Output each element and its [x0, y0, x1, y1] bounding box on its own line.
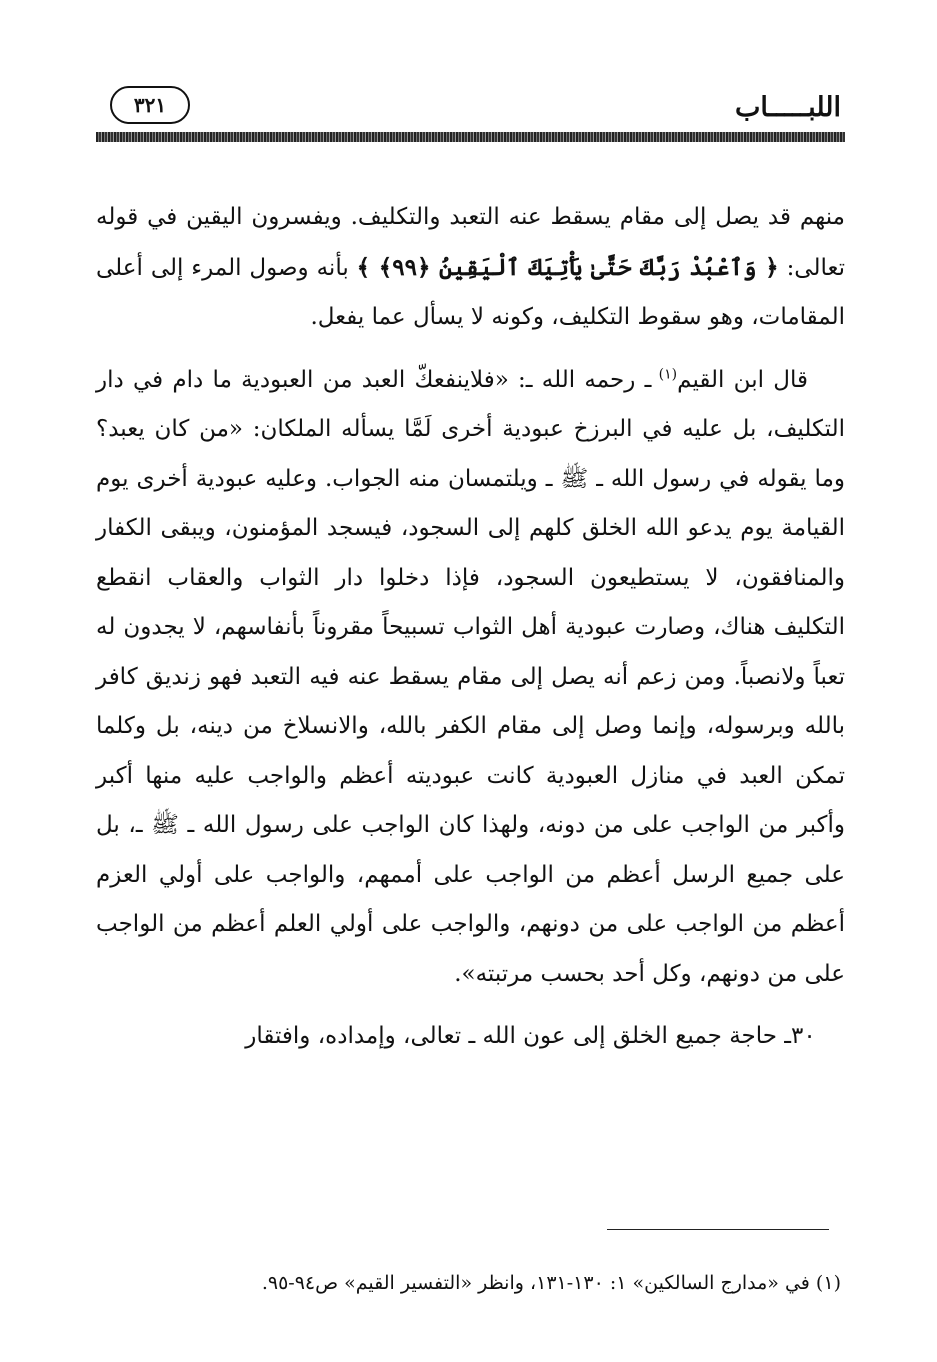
- paragraph-spacer: [96, 343, 845, 356]
- quran-verse: ﴿ وَٱعْبُدْ رَبَّكَ حَتَّىٰ يَأْتِيَكَ ٱلْيَقِينُ ﴿٩٩﴾ ﴾: [356, 253, 779, 281]
- paragraph-1-text-b: بأنه وصول المرء إلى أعلى المقامات، وهو سقوط التكليف، وكونه لا يسأل عما يفعل.: [96, 254, 845, 330]
- paragraph-2-text-a: قال ابن القيم: [677, 366, 808, 393]
- paragraph-spacer: [96, 999, 845, 1012]
- paragraph-2: [96, 356, 845, 1000]
- paragraph-2-text-b: ـ رحمه الله ـ: «فلاينفعكّ العبد من العبودية ما دام في دار التكليف، بل عليه في البرزخ عبودية أخرى لَمَّا يسأله الملكان: «من كان يعبد؟ وما يقوله في رسول الله ـ ﷺ ـ ويلتمسان منه الجواب. وعليه عبودية أخرى يوم القيامة يوم يدعو الله الخلق كلهم إلى السجود، فيسجد المؤمنون، ويبقى الكفار والمنافقون، لا يستطيعون السجود، فإذا دخلوا دار الثواب والعقاب انقطع التكليف هناك، وصارت عبودية أهل الثواب تسبيحاً مقروناً بأنفاسهم، لا يجدون له تعباً ولانصباً. ومن زعم أنه يصل إلى مقام يسقط عنه فيه التعبد فهو زنديق كافر بالله وبرسوله، وإنما وصل إلى مقام الكفر بالله، والانسلاخ من دينه، بل وكلما تمكن العبد في منازل العبودية كانت عبوديته أعظم والواجب عليه منها أكبر وأكبر من الواجب على من دونه، ولهذا كان الواجب على رسول الله ـ ﷺ ـ، بل على جميع الرسل أعظم من الواجب على أممهم، والواجب على أولي العزم أعظم من الواجب على من دونهم، والواجب على أولي العلم أعظم من الواجب على من دونهم، وكل أحد بحسب مرتبته».: [96, 366, 845, 987]
- main-text: [96, 193, 845, 1062]
- header-divider: [96, 132, 845, 142]
- paragraph-3-text: ٣٠ـ حاجة جميع الخلق إلى عون الله ـ تعالى، وإمداده، وافتقار: [245, 1023, 816, 1049]
- page-number-badge: ٣٢١: [110, 86, 190, 124]
- footnote-divider: [607, 1229, 829, 1230]
- paragraph-3: [96, 1012, 845, 1062]
- paragraph-1-text-a: منهم قد يصل إلى مقام يسقط عنه التعبد والتكليف. ويفسرون اليقين في قوله تعالى:: [96, 204, 845, 281]
- footnote: (١) في «مدارج السالكين» ١: ١٣٠-١٣١، وانظر «التفسير القيم» ص٩٤-٩٥.: [261, 1272, 841, 1294]
- book-title: اللبـــــاب: [734, 92, 841, 123]
- page-header: [96, 78, 845, 128]
- paragraph-1: [96, 193, 845, 343]
- footnote-reference: (١): [658, 365, 678, 382]
